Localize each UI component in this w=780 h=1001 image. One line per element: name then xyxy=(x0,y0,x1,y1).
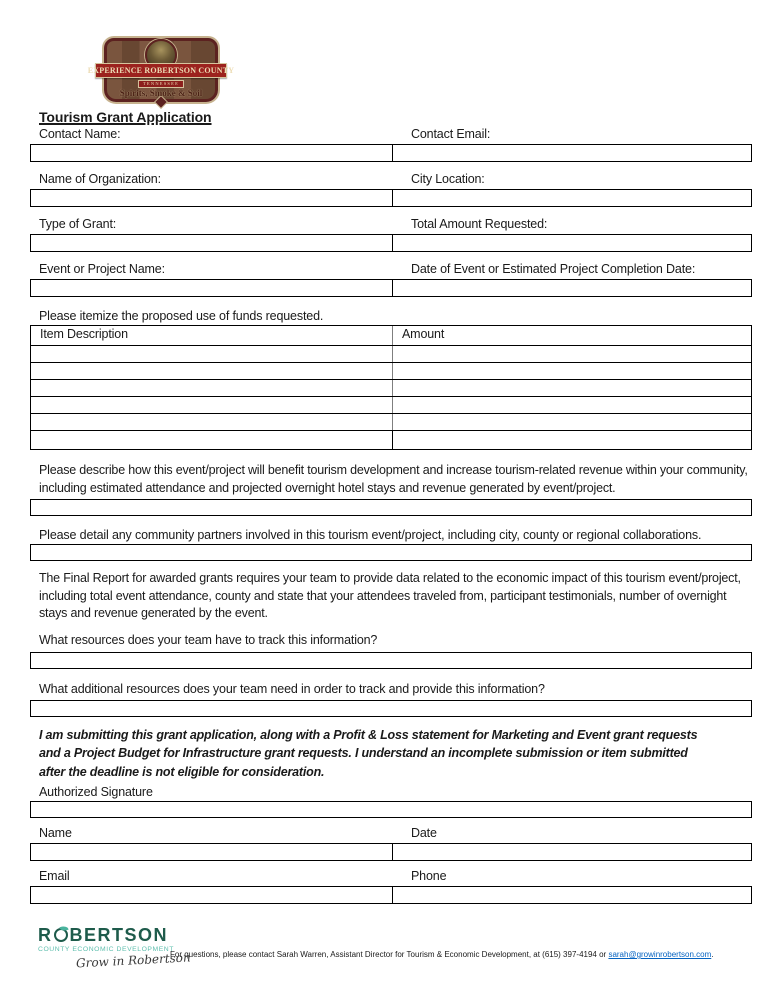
contact-email-field[interactable] xyxy=(393,145,751,161)
field-labels-row xyxy=(30,172,752,187)
authorized-signature-field[interactable] xyxy=(30,801,752,818)
name-field[interactable] xyxy=(31,844,393,860)
event-row-inputs xyxy=(30,279,752,297)
final-report-paragraph: The Final Report for awarded grants requires your team to provide data related to the economic impact of this tourism event/project, including total event attendance, county and state that your attendees traveled from, participant testimonials, number of overnight stays and revenue generated by the event. xyxy=(39,571,741,620)
itemize-empty-row xyxy=(31,379,751,396)
benefit-question: Please describe how this event/project will benefit tourism development and increase tourism-related revenue within your community, including estimated attendance and projected overnight hotel stays and revenue generated by event/project. xyxy=(39,463,748,495)
logo-word-start: R xyxy=(38,925,53,945)
partners-answer-field[interactable] xyxy=(30,544,752,561)
experience-robertson-county-logo xyxy=(87,36,235,104)
contact-row-inputs xyxy=(30,144,752,162)
email-label: Email xyxy=(39,869,70,883)
field-labels-row xyxy=(30,826,752,841)
name-date-inputs xyxy=(30,843,752,861)
submission-declaration: I am submitting this grant application, along with a Profit & Loss statement for Marketing and Event grant requests and a Project Budget for Infrastructure grant requests. I understand an incomplete submission or item submitted after the deadline is not eligible for consideration. xyxy=(39,727,698,779)
authorized-signature-label: Authorized Signature xyxy=(39,785,153,799)
grant-type-label: Type of Grant: xyxy=(39,217,117,231)
item-description-cell[interactable] xyxy=(31,414,393,430)
organization-name-label: Name of Organization: xyxy=(39,172,161,186)
amount-cell[interactable] xyxy=(393,397,751,413)
resources-need-question: What additional resources does your team need in order to track and provide this information? xyxy=(39,681,545,696)
logo-tagline: Spirits, Smoke & Soil xyxy=(119,88,203,98)
partners-question: Please detail any community partners involved in this tourism event/project, including city, county or regional collaborations. xyxy=(39,528,702,542)
amount-requested-field[interactable] xyxy=(393,235,751,251)
grant-row-inputs xyxy=(30,234,752,252)
benefit-answer-field[interactable] xyxy=(30,499,752,516)
item-description-cell[interactable] xyxy=(31,380,393,396)
event-name-field[interactable] xyxy=(31,280,393,296)
amount-cell[interactable] xyxy=(393,363,751,379)
logo-banner: EXPERIENCE ROBERTSON COUNTY xyxy=(95,63,227,78)
event-date-field[interactable] xyxy=(393,280,751,296)
contact-email-label: Contact Email: xyxy=(411,127,491,141)
logo-script-tagline: Grow in Robertson xyxy=(75,950,192,971)
itemize-instruction: Please itemize the proposed use of funds requested. xyxy=(39,309,324,323)
amount-requested-label: Total Amount Requested: xyxy=(411,217,548,231)
grant-type-field[interactable] xyxy=(31,235,393,251)
field-labels-row xyxy=(30,869,752,884)
itemize-header-row xyxy=(31,326,751,345)
field-labels-row xyxy=(30,127,752,142)
logo-tennessee-label: TENNESSEE xyxy=(138,80,184,88)
logo-subtitle: COUNTY ECONOMIC DEVELOPMENT xyxy=(38,946,174,953)
footer-contact-prefix: For questions, please contact Sarah Warren, Assistant Director for Tourism & Economic Development, at (615) 397-4194 or xyxy=(170,950,609,959)
itemize-empty-row xyxy=(31,413,751,430)
item-description-header: Item Description xyxy=(31,326,393,345)
organization-row-inputs xyxy=(30,189,752,207)
date-field[interactable] xyxy=(393,844,751,860)
resources-have-field[interactable] xyxy=(30,652,752,669)
item-description-cell[interactable] xyxy=(31,346,393,362)
itemize-empty-row xyxy=(31,362,751,379)
event-name-label: Event or Project Name: xyxy=(39,262,165,276)
email-phone-inputs xyxy=(30,886,752,904)
item-description-cell[interactable] xyxy=(31,431,393,449)
amount-cell[interactable] xyxy=(393,414,751,430)
logo-wordmark xyxy=(38,925,168,945)
footer-contact-suffix: . xyxy=(711,950,714,959)
field-labels-row xyxy=(30,262,752,277)
footer-contact-text xyxy=(168,950,752,968)
date-label: Date xyxy=(411,826,437,840)
logo-o-leaf-icon xyxy=(54,928,68,942)
contact-name-label: Contact Name: xyxy=(39,127,121,141)
email-field[interactable] xyxy=(31,887,393,903)
phone-field[interactable] xyxy=(393,887,751,903)
page-footer xyxy=(30,925,752,971)
robertson-county-economic-development-logo xyxy=(30,925,192,971)
amount-cell[interactable] xyxy=(393,380,751,396)
page-title: Tourism Grant Application xyxy=(39,109,212,125)
event-date-label: Date of Event or Estimated Project Completion Date: xyxy=(411,262,696,276)
name-label: Name xyxy=(39,826,72,840)
amount-cell[interactable] xyxy=(393,346,751,362)
amount-cell[interactable] xyxy=(393,431,751,449)
resources-need-field[interactable] xyxy=(30,700,752,717)
itemize-table xyxy=(30,325,752,450)
contact-name-field[interactable] xyxy=(31,145,393,161)
itemize-empty-row xyxy=(31,345,751,362)
itemize-empty-row xyxy=(31,396,751,413)
amount-header: Amount xyxy=(402,327,445,341)
city-location-field[interactable] xyxy=(393,190,751,206)
page-content xyxy=(30,0,752,904)
itemize-empty-row xyxy=(31,430,751,449)
item-description-cell[interactable] xyxy=(31,397,393,413)
resources-have-question: What resources does your team have to track this information? xyxy=(39,632,378,647)
organization-name-field[interactable] xyxy=(31,190,393,206)
logo-word-end: BERTSON xyxy=(69,925,168,945)
phone-label: Phone xyxy=(411,869,447,883)
item-description-cell[interactable] xyxy=(31,363,393,379)
contact-email-link[interactable]: sarah@growinrobertson.com xyxy=(608,950,712,959)
field-labels-row xyxy=(30,217,752,232)
city-location-label: City Location: xyxy=(411,172,485,186)
